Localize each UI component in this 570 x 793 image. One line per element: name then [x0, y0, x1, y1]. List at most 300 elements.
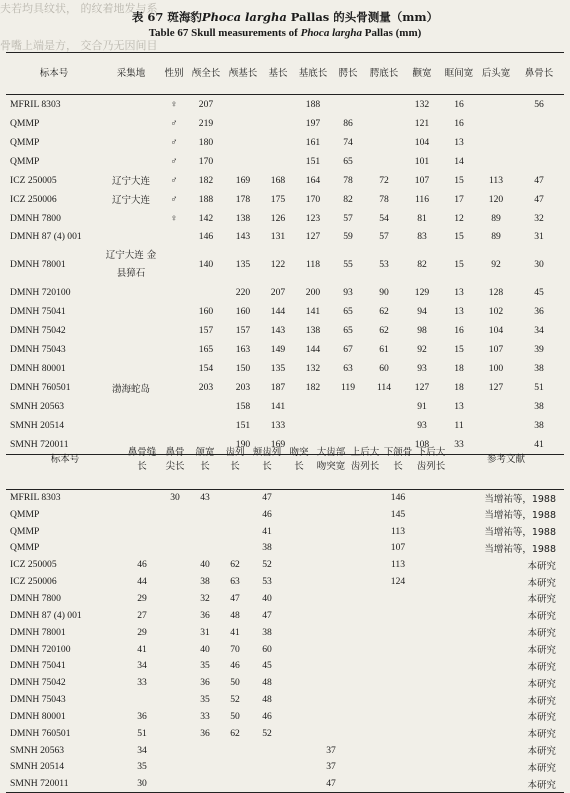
table-cell: 38 [262, 542, 272, 554]
table-cell [284, 708, 314, 725]
table-cell: 81 [417, 212, 427, 224]
table-cell [364, 152, 404, 171]
table-cell [332, 95, 364, 114]
table-cell: 188 [198, 193, 214, 205]
table-cell: 18 [454, 363, 464, 375]
table-cell: 31 [200, 626, 210, 638]
specimen-id-cell: DMNH 7800 [10, 212, 61, 224]
table-cell: 本研究 [527, 645, 556, 657]
table-cell: 65 [343, 305, 353, 317]
table-cell [124, 523, 160, 540]
table-cell [414, 775, 448, 792]
table-cell: 138 [305, 324, 321, 336]
table-cell: 135 [235, 258, 251, 270]
table-cell: 161 [305, 136, 321, 148]
table-cell [160, 742, 190, 759]
table-cell [414, 759, 448, 776]
table-row [6, 397, 564, 416]
table-cell [514, 133, 564, 152]
table-cell: 33 [440, 435, 478, 454]
table-cell: 35 [200, 694, 210, 706]
table-cell: 207 [198, 98, 214, 110]
column-header: 眶间宽 [440, 53, 478, 95]
table-cell: 45 [262, 660, 272, 672]
table-cell: 188 [305, 98, 321, 110]
specimen-id-cell: DMNH 75041 [10, 305, 66, 317]
table-cell [382, 657, 414, 674]
table-cell: 72 [379, 174, 389, 186]
table-cell: 本研究 [527, 560, 556, 572]
table-caption-english: Table 67 Skull measurements of Phoca largha Pallas (mm) [148, 27, 422, 39]
column-header: 后头宽 [478, 53, 514, 95]
table-cell: 150 [235, 363, 251, 375]
table-cell [190, 506, 220, 523]
table-cell [478, 152, 514, 171]
table-cell: 34 [137, 660, 147, 672]
specimen-id-cell: DMNH 720100 [10, 643, 71, 655]
column-header: 鼻骨缝长 [124, 432, 160, 489]
specimen-id-cell: DMNH 760501 [10, 382, 71, 394]
table-row [6, 674, 564, 691]
specimen-id-cell: MFRIL 8303 [10, 492, 61, 504]
table-cell [220, 759, 250, 776]
table-cell: 50 [230, 677, 240, 689]
table-cell: 13 [454, 136, 464, 148]
table-cell: 144 [305, 344, 321, 356]
table-cell: 34 [137, 744, 147, 756]
table-cell: 46 [230, 660, 240, 672]
table-cell [284, 641, 314, 658]
table-cell [348, 489, 382, 506]
table-cell: 52 [262, 727, 272, 739]
table-cell [102, 209, 160, 228]
table-cell: 16 [454, 98, 464, 110]
table-cell: 220 [235, 286, 251, 298]
table-cell: 219 [198, 117, 214, 129]
table-cell [414, 657, 448, 674]
table-cell [382, 624, 414, 641]
table-cell [284, 624, 314, 641]
table-cell [314, 624, 348, 641]
table-cell: 89 [491, 212, 501, 224]
table-cell: 119 [340, 382, 356, 394]
table-cell: 50 [230, 710, 240, 722]
table-cell: 178 [235, 193, 251, 205]
table-cell [314, 506, 348, 523]
table-row [6, 114, 564, 133]
table-row [6, 228, 564, 247]
table-cell: 158 [235, 401, 251, 413]
table-cell: 149 [270, 344, 286, 356]
table-cell: 120 [488, 193, 504, 205]
table-cell: 38 [534, 401, 544, 413]
table-row [6, 247, 564, 283]
table-cell [124, 506, 160, 523]
table-cell: 132 [305, 363, 321, 375]
table-cell: 63 [343, 363, 353, 375]
table-cell [478, 95, 514, 114]
table-cell: 30 [124, 775, 160, 792]
table-cell [284, 657, 314, 674]
table-row [6, 283, 564, 302]
specimen-id-cell: SMNH 720011 [6, 775, 124, 792]
specimen-id-cell: MFRIL 8303 [10, 98, 61, 110]
specimen-id-cell: QMMP [10, 155, 40, 167]
specimen-id-cell: QMMP [10, 117, 40, 129]
table-cell: 104 [414, 136, 430, 148]
table-cell [314, 674, 348, 691]
table-cell [160, 302, 188, 321]
table-cell [262, 152, 294, 171]
table-cell: 151 [235, 420, 251, 432]
table-cell [224, 95, 262, 114]
table-row [6, 775, 564, 792]
table-cell: 38 [534, 363, 544, 375]
table-cell [478, 133, 514, 152]
table-cell [124, 691, 160, 708]
table-cell [160, 506, 190, 523]
table-cell [364, 114, 404, 133]
table-cell [348, 540, 382, 557]
table-cell [414, 607, 448, 624]
table-cell [160, 641, 190, 658]
table-row [6, 95, 564, 114]
table-cell: 133 [270, 420, 286, 432]
table-cell: 46 [262, 508, 272, 520]
specimen-id-cell: QMMP [10, 136, 40, 148]
table-cell [364, 95, 404, 114]
table-cell: 60 [262, 643, 272, 655]
table-cell [284, 742, 314, 759]
table-cell [284, 691, 314, 708]
table-cell: 39 [534, 344, 544, 356]
specimen-id-cell: DMNH 75042 [10, 677, 66, 689]
skull-measurement-table-part1 [6, 52, 564, 455]
table-cell [414, 489, 448, 506]
table-cell: 86 [343, 117, 353, 129]
table-cell [124, 489, 160, 506]
table-cell [160, 321, 188, 340]
table-cell [160, 523, 190, 540]
table-cell [364, 397, 404, 416]
table-cell [160, 247, 188, 283]
table-cell: 51 [137, 727, 147, 739]
table-cell: 78 [379, 193, 389, 205]
table-cell: 127 [305, 231, 321, 243]
column-header: 齿列长 [220, 432, 250, 489]
table-cell: 91 [417, 401, 427, 413]
table-cell [224, 114, 262, 133]
table-cell [348, 641, 382, 658]
table-cell [414, 708, 448, 725]
table-cell [160, 378, 188, 397]
table-cell: 40 [200, 643, 210, 655]
table-cell: 116 [414, 193, 430, 205]
column-header: 下后大齿列长 [414, 432, 448, 489]
table-cell [224, 133, 262, 152]
table-cell: 47 [230, 592, 240, 604]
table-cell: 93 [343, 286, 353, 298]
table-cell: 辽宁大连 [111, 176, 150, 188]
table-cell [348, 759, 382, 776]
table-cell: 89 [491, 231, 501, 243]
table-cell [314, 573, 348, 590]
table-cell [220, 506, 250, 523]
table-row [6, 190, 564, 209]
table-cell: 41 [230, 626, 240, 638]
table-cell: 本研究 [527, 762, 556, 774]
table-cell: 207 [270, 286, 286, 298]
table-cell: 本研究 [527, 678, 556, 690]
table-cell: 82 [343, 193, 353, 205]
specimen-id-cell: ICZ 250006 [10, 576, 57, 588]
specimen-id-cell: ICZ 250005 [10, 559, 57, 571]
table-cell: 59 [343, 231, 353, 243]
column-header: 大齿部吻突宽 [314, 432, 348, 489]
table-row [6, 540, 564, 557]
table-cell [102, 133, 160, 152]
table-cell: 57 [343, 212, 353, 224]
table-cell: 92 [417, 344, 427, 356]
table-cell [160, 340, 188, 359]
specimen-id-cell: DMNH 75042 [10, 324, 66, 336]
table-cell: 107 [414, 174, 430, 186]
table-cell: 41 [262, 525, 272, 537]
table-cell: 74 [343, 136, 353, 148]
table-row [6, 340, 564, 359]
table-cell: 65 [343, 155, 353, 167]
table-cell: 40 [200, 559, 210, 571]
table-cell: 126 [270, 212, 286, 224]
table-cell [220, 775, 250, 792]
table-cell [284, 590, 314, 607]
table-cell: 180 [198, 136, 214, 148]
table-cell [348, 742, 382, 759]
table-cell [160, 759, 190, 776]
table-cell [348, 708, 382, 725]
table-cell [160, 573, 190, 590]
table-cell [314, 725, 348, 742]
table-cell [262, 133, 294, 152]
column-header: 颧宽 [404, 53, 440, 95]
table-cell [478, 397, 514, 416]
table-row [6, 152, 564, 171]
table-cell: 146 [390, 492, 406, 504]
specimen-id-cell: DMNH 87 (4) 001 [10, 609, 82, 621]
table-cell [348, 573, 382, 590]
table-cell: 当增祐等，1988 [484, 510, 556, 522]
table-cell: 43 [200, 492, 210, 504]
table-cell: 124 [390, 576, 406, 588]
column-header: 标本号 [6, 53, 102, 95]
table-cell: 29 [137, 592, 147, 604]
table-cell [314, 641, 348, 658]
table-row [6, 321, 564, 340]
table-cell [514, 114, 564, 133]
table-row [6, 209, 564, 228]
table-cell [314, 708, 348, 725]
specimen-id-cell: SMNH 20563 [10, 744, 65, 756]
table-cell [314, 489, 348, 506]
table-cell: 32 [200, 592, 210, 604]
table-cell: 36 [200, 609, 210, 621]
table-cell [284, 607, 314, 624]
table-row [6, 523, 564, 540]
table-cell [284, 725, 314, 742]
column-header: 基底长 [294, 53, 332, 95]
table-cell: 当增祐等，1988 [484, 527, 556, 539]
table-cell: ♂ [170, 155, 178, 167]
table-cell: 138 [235, 212, 251, 224]
table-cell: 127 [414, 382, 430, 394]
table-cell: 62 [379, 324, 389, 336]
specimen-id-cell: DMNH 75043 [10, 344, 66, 356]
table-cell: 本研究 [527, 628, 556, 640]
table-cell [314, 607, 348, 624]
table-cell: 51 [534, 382, 544, 394]
table-cell: 渤海蛇岛 [111, 383, 150, 395]
table-cell [160, 624, 190, 641]
column-header: 性别 [160, 53, 188, 95]
specimen-id-cell: DMNH 78001 [10, 626, 66, 638]
column-header: 颌宽长 [190, 432, 220, 489]
table-row [6, 133, 564, 152]
table-cell: 当增祐等，1988 [484, 543, 556, 555]
table-cell [314, 590, 348, 607]
table-cell [262, 114, 294, 133]
table-row [6, 359, 564, 378]
table-cell [314, 540, 348, 557]
specimen-id-cell: DMNH 75043 [10, 694, 66, 706]
table-cell [102, 359, 160, 378]
table-cell: 48 [230, 609, 240, 621]
table-cell: 182 [305, 382, 321, 394]
table-cell: 40 [262, 592, 272, 604]
table-cell: 118 [305, 258, 321, 270]
table-cell [348, 506, 382, 523]
table-cell: 12 [454, 212, 464, 224]
table-cell [250, 759, 284, 776]
table-cell [160, 359, 188, 378]
table-cell: 132 [414, 98, 430, 110]
table-cell: ♀ [170, 212, 178, 224]
table-cell: 32 [534, 212, 544, 224]
table-cell [414, 624, 448, 641]
table-cell: 35 [137, 761, 147, 773]
table-cell: 37 [326, 761, 336, 773]
specimen-id-cell: DMNH 87 (4) 001 [10, 231, 82, 243]
table-cell: 169 [235, 174, 251, 186]
table-row [6, 725, 564, 742]
table-cell: 30 [534, 258, 544, 270]
table-row [6, 171, 564, 190]
table-cell: 67 [343, 344, 353, 356]
table-cell [314, 556, 348, 573]
specimen-id-cell: SMNH 20563 [10, 401, 65, 413]
table-cell [250, 775, 284, 792]
table-cell: 203 [198, 382, 214, 394]
column-header: 颅基长 [224, 53, 262, 95]
table-cell [348, 523, 382, 540]
table-cell: 164 [305, 174, 321, 186]
table-cell: 38 [534, 420, 544, 432]
table-cell: 170 [305, 193, 321, 205]
table-cell [102, 95, 160, 114]
table-cell [188, 283, 224, 302]
table-caption-chinese: 表 67 斑海豹Phoca largha Pallas 的头骨测量（mm） [131, 10, 439, 24]
table-cell [220, 489, 250, 506]
table-cell [284, 674, 314, 691]
table-cell [348, 556, 382, 573]
table-cell [160, 397, 188, 416]
table-cell: 56 [534, 98, 544, 110]
table-cell: 154 [198, 363, 214, 375]
table-cell: 157 [235, 324, 251, 336]
table-cell [190, 742, 220, 759]
table-cell [348, 725, 382, 742]
table-cell: 170 [198, 155, 214, 167]
table-cell: 104 [488, 324, 504, 336]
specimen-id-cell: ICZ 250006 [10, 193, 57, 205]
table-cell: 46 [262, 710, 272, 722]
table-cell [190, 540, 220, 557]
table-cell: 48 [262, 677, 272, 689]
table-cell [382, 742, 414, 759]
table-cell: 102 [488, 305, 504, 317]
table-cell [160, 708, 190, 725]
table-cell: 107 [488, 344, 504, 356]
table-cell: 36 [137, 710, 147, 722]
table-row [6, 759, 564, 776]
column-header: 鼻骨长 [514, 53, 564, 95]
table-cell: 143 [270, 324, 286, 336]
table-cell [188, 397, 224, 416]
table-row [6, 742, 564, 759]
table-row [6, 624, 564, 641]
table-cell: 113 [488, 174, 504, 186]
table-cell [284, 540, 314, 557]
table-cell [332, 397, 364, 416]
table-cell: 142 [198, 212, 214, 224]
table-cell: 93 [417, 363, 427, 375]
table-cell [414, 506, 448, 523]
table-cell: 200 [305, 286, 321, 298]
table-cell: 151 [305, 155, 321, 167]
table-cell [102, 152, 160, 171]
table-cell: 190 [224, 435, 262, 454]
table-cell: 47 [262, 609, 272, 621]
table-cell: 82 [417, 258, 427, 270]
table-cell: 15 [454, 258, 464, 270]
specimen-id-cell: SMNH 20514 [10, 420, 65, 432]
table-cell: 38 [262, 626, 272, 638]
table-cell [414, 573, 448, 590]
column-header: 腭底长 [364, 53, 404, 95]
table-row [6, 708, 564, 725]
table-cell: 70 [230, 643, 240, 655]
table-cell [348, 590, 382, 607]
skull-measurement-table-part2 [6, 432, 564, 793]
table-row [6, 489, 564, 506]
table-cell [478, 114, 514, 133]
table-cell [160, 775, 190, 792]
table-cell [314, 523, 348, 540]
table-cell [250, 742, 284, 759]
table-cell: 160 [198, 305, 214, 317]
table-cell [102, 321, 160, 340]
table-cell: 33 [200, 710, 210, 722]
table-cell: ♂ [170, 174, 178, 186]
